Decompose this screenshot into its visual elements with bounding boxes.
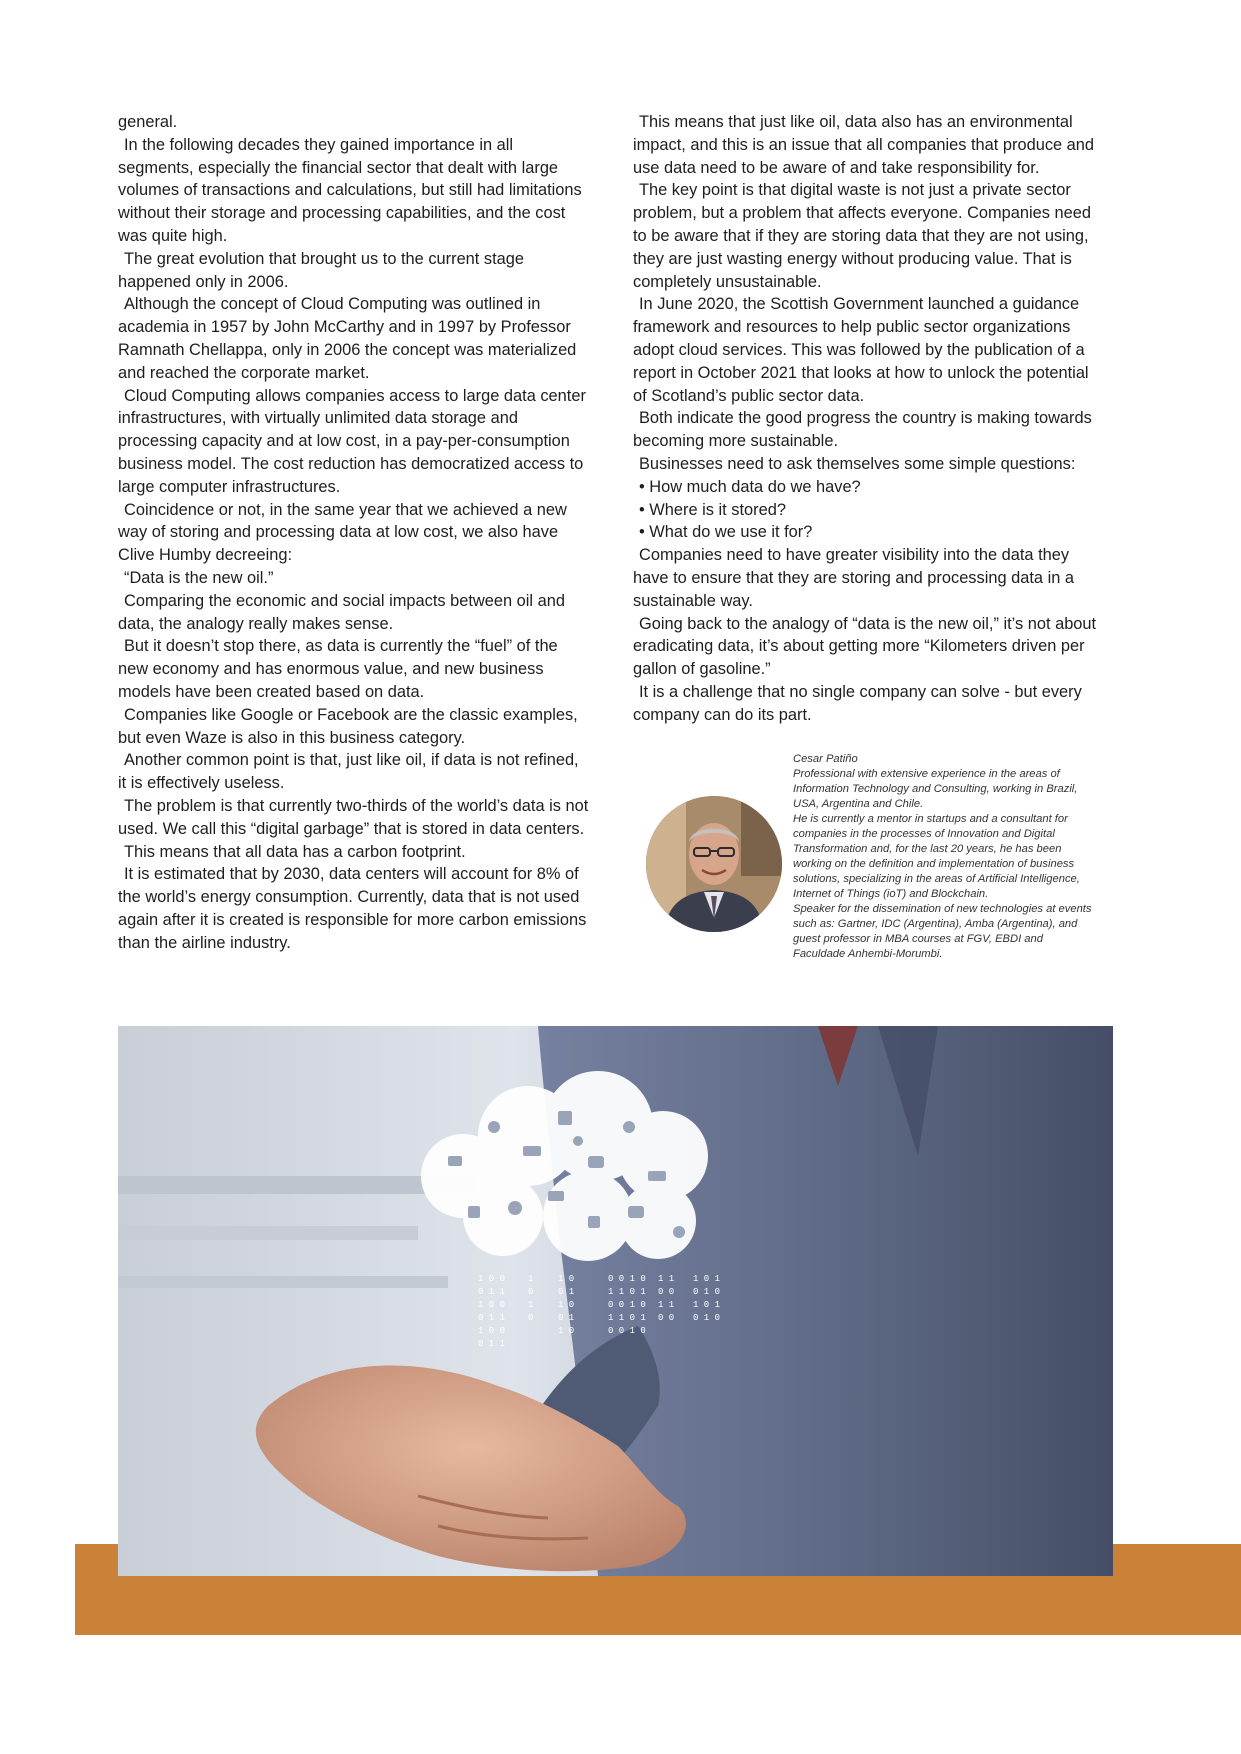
question-item: • Where is it stored?	[639, 500, 786, 519]
svg-text:0 1 1: 0 1 1	[478, 1339, 506, 1349]
svg-text:0 0 1 0: 0 0 1 0	[608, 1274, 646, 1284]
paragraph: It is a challenge that no single company can solve - but every company can do its part.	[633, 682, 1082, 724]
svg-text:0 1 1: 0 1 1	[478, 1287, 506, 1297]
svg-text:1 0 0: 1 0 0	[478, 1300, 506, 1310]
svg-text:1: 1	[528, 1274, 534, 1284]
paragraph: The problem is that currently two-thirds of the world’s data is not used. We call this “digital garbage” that is stored in data centers.	[118, 796, 589, 838]
svg-text:0 1 0: 0 1 0	[693, 1287, 721, 1297]
author-bio-paragraph: Professional with extensive experience in the areas of Information Technology and Consulting, working in Brazil, USA, Argentina and Chile.	[793, 768, 1078, 810]
svg-text:1 0 1: 1 0 1	[693, 1274, 721, 1284]
paragraph: In June 2020, the Scottish Government launched a guidance framework and resources to help public sector organizations adopt cloud services. This was followed by the publication of a report in October 2021 that looks at how to unlock the potential of Scotland’s public sector data.	[633, 295, 1089, 405]
author-bio	[793, 752, 1093, 962]
hand-with-data-cloud-illustration	[118, 1026, 1113, 1576]
quote: “Data is the new oil.”	[124, 568, 274, 587]
paragraph: This means that just like oil, data also has an environmental impact, and this is an issue that all companies that produce and use data need to be aware of and take responsibility for.	[633, 113, 1095, 177]
svg-text:0 0 1 0: 0 0 1 0	[608, 1326, 646, 1336]
svg-text:0: 0	[528, 1313, 534, 1323]
article-column-left	[118, 111, 590, 954]
paragraph: Going back to the analogy of “data is the new oil,” it’s not about eradicating data, it’s about getting more “Kilometers driven per gallon of gasoline.”	[633, 614, 1097, 679]
svg-text:0 0 1 0: 0 0 1 0	[608, 1300, 646, 1310]
svg-text:1 0 0: 1 0 0	[478, 1274, 506, 1284]
paragraph: Both indicate the good progress the country is making towards becoming more sustainable.	[633, 409, 1092, 451]
svg-text:0 0: 0 0	[658, 1287, 675, 1297]
question-item: • How much data do we have?	[639, 477, 861, 496]
author-bio-paragraph: He is currently a mentor in startups and a consultant for companies in the processes of Innovation and Digital Transformation and, for the last 20 years, he has been working on the definition and implementation of business solutions, specializing in the areas of Artificial Intelligence, Internet of Things (ioT) and Blockchain.	[793, 813, 1080, 900]
svg-text:0 0: 0 0	[658, 1313, 675, 1323]
paragraph: It is estimated that by 2030, data centers will account for 8% of the world’s energy consumption. Currently, data that is not used again after it is created is responsible for more carbon emissions than the airline industry.	[118, 865, 587, 952]
author-name: Cesar Patiño	[793, 753, 858, 765]
svg-text:1 0: 1 0	[558, 1300, 575, 1310]
svg-text:1 1 0 1: 1 1 0 1	[608, 1313, 646, 1323]
author-bio-paragraph: Speaker for the dissemination of new technologies at events such as: Gartner, IDC (Argentina), Amba (Argentina), and guest professor in MBA courses at FGV, EBDI and Faculdade Anhembi-Morumbi.	[793, 903, 1092, 960]
svg-text:0: 0	[528, 1287, 534, 1297]
author-portrait-illustration	[646, 796, 782, 932]
paragraph: In the following decades they gained importance in all segments, especially the financial sector that dealt with large volumes of transactions and calculations, but still had limitations without their storage and processing capabilities, and the cost was quite high.	[118, 135, 582, 245]
article-column-right	[633, 111, 1105, 727]
paragraph: The key point is that digital waste is not just a private sector problem, but a problem that affects everyone. Companies need to be aware that if they are storing data that they are not using, they are just wasting energy without producing value. That is completely unsustainable.	[633, 181, 1091, 291]
paragraph: general.	[118, 113, 178, 131]
paragraph: Although the concept of Cloud Computing was outlined in academia in 1957 by John McCarthy and in 1997 by Professor Ramnath Chellappa, only in 2006 the concept was materialized and reached the corporate market.	[118, 295, 577, 382]
svg-text:1 0 1: 1 0 1	[693, 1300, 721, 1310]
paragraph: The great evolution that brought us to the current stage happened only in 2006.	[118, 249, 525, 291]
svg-text:0 1 0: 0 1 0	[693, 1313, 721, 1323]
paragraph: Companies like Google or Facebook are the classic examples, but even Waze is also in this business category.	[118, 705, 578, 747]
svg-text:0 1 1: 0 1 1	[478, 1313, 506, 1323]
question-item: • What do we use it for?	[639, 523, 813, 542]
paragraph: This means that all data has a carbon footprint.	[124, 842, 466, 861]
svg-text:1 0: 1 0	[558, 1326, 575, 1336]
paragraph: Coincidence or not, in the same year that we achieved a new way of storing and processing data at low cost, we also have Clive Humby decreeing:	[118, 500, 567, 565]
svg-text:1 1: 1 1	[658, 1274, 675, 1284]
paragraph: Comparing the economic and social impacts between oil and data, the analogy really makes sense.	[118, 591, 565, 633]
paragraph: But it doesn’t stop there, as data is currently the “fuel” of the new economy and has enormous value, and new business models have been created based on data.	[118, 637, 558, 701]
svg-text:1 0 0: 1 0 0	[478, 1326, 506, 1336]
svg-text:1: 1	[528, 1300, 534, 1310]
paragraph: Companies need to have greater visibility into the data they have to ensure that they are storing and processing data in a sustainable way.	[633, 546, 1075, 610]
paragraph: Businesses need to ask themselves some simple questions:	[639, 454, 1076, 473]
svg-text:1 0: 1 0	[558, 1274, 575, 1284]
paragraph: Cloud Computing allows companies access to large data center infrastructures, with virtually unlimited data storage and processing capacity and at low cost, in a pay-per-consumption business model. The cost reduction has democratized access to large computer infrastructures.	[118, 386, 586, 496]
paragraph: Another common point is that, just like oil, if data is not refined, it is effectively useless.	[118, 751, 579, 793]
hero-image	[118, 1026, 1113, 1576]
svg-text:0 1: 0 1	[558, 1313, 575, 1323]
svg-text:1 1 0 1: 1 1 0 1	[608, 1287, 646, 1297]
svg-text:1 1: 1 1	[658, 1300, 675, 1310]
svg-text:0 1: 0 1	[558, 1287, 575, 1297]
author-photo	[646, 796, 782, 932]
